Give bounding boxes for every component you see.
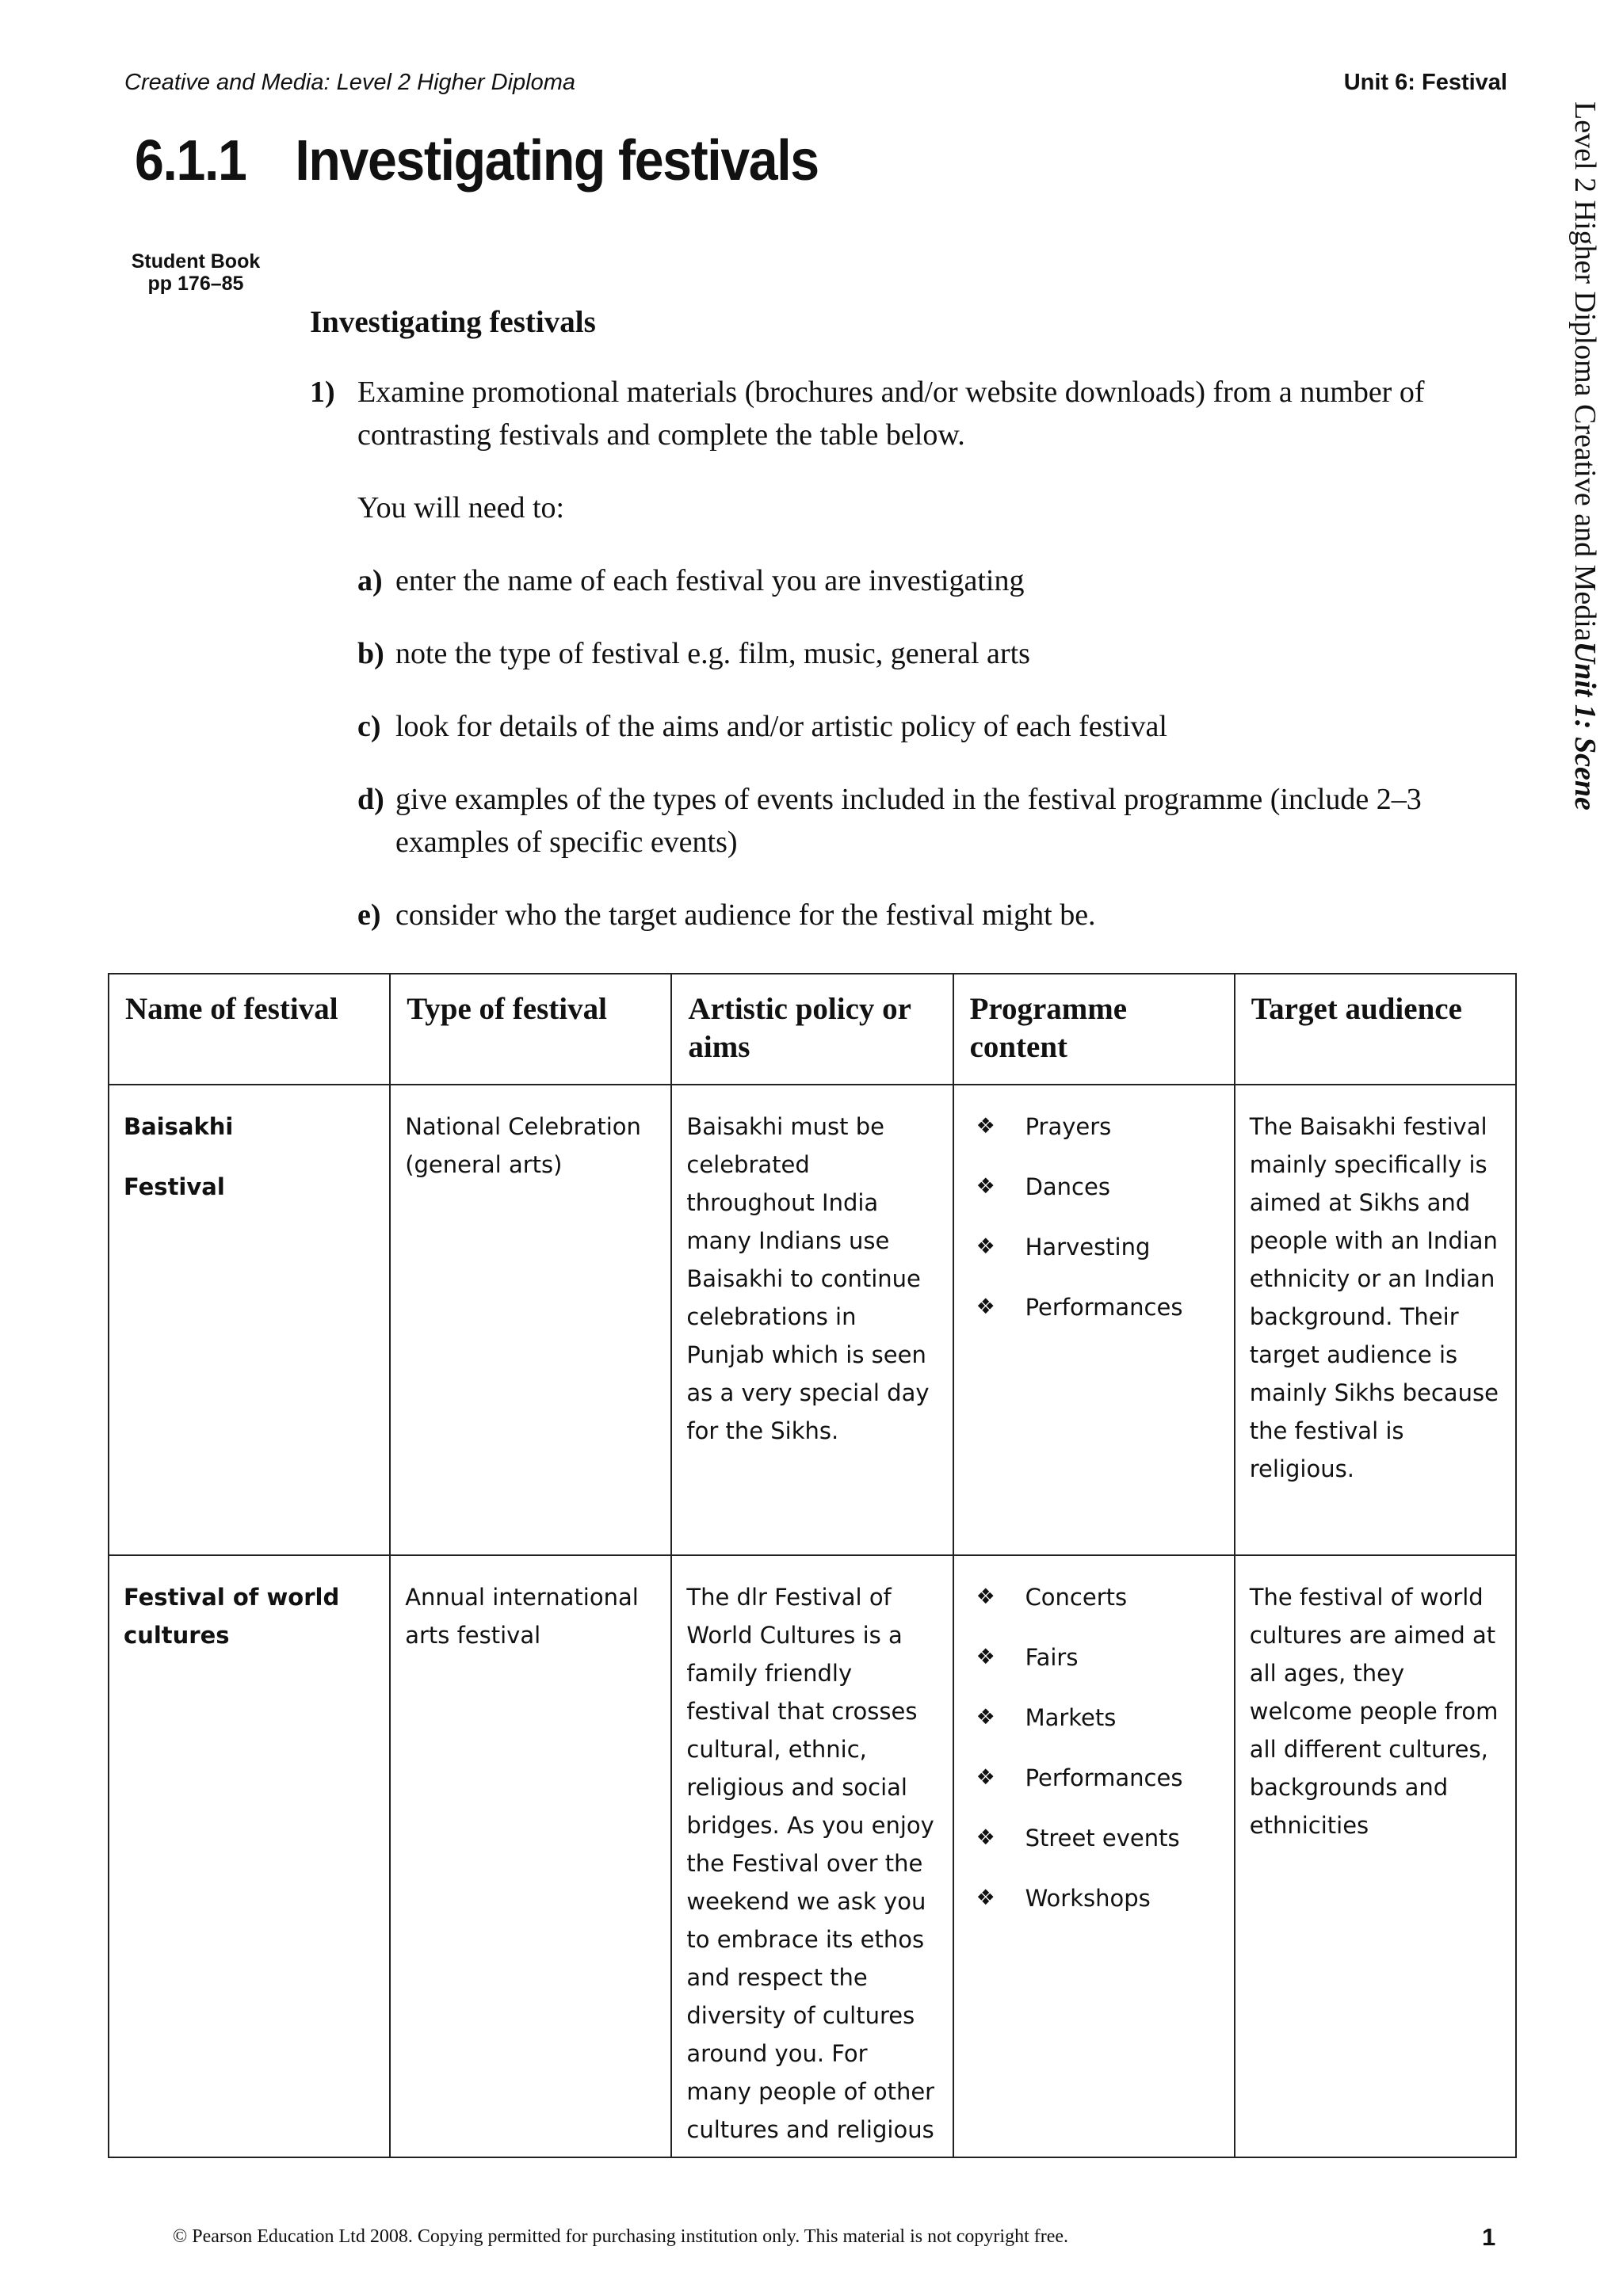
title-text: Investigating festivals	[295, 129, 819, 193]
diamond-bullet-icon: ❖	[976, 1585, 995, 1609]
diamond-bullet-icon: ❖	[976, 1645, 995, 1669]
programme-item-label: Harvesting	[1025, 1234, 1151, 1261]
instructions	[310, 301, 1507, 967]
festival-name-second-line: Festival	[124, 1173, 225, 1200]
programme-list	[968, 1578, 1220, 1917]
festival-name-cell	[109, 1085, 390, 1555]
column-header-type: Type of festival	[390, 974, 671, 1085]
table-row	[109, 1085, 1516, 1555]
programme-item	[976, 1819, 1220, 1857]
task-item	[357, 894, 1507, 936]
artistic-policy-cell: The dlr Festival of World Cultures is a family friendly festival that crosses cultural, ethnic, religious and social bridges. As you enjoy the Festival over the weekend we ask you to embrace its ethos and respect the diversity of cultures around you. For many people of other cultures and religious	[671, 1555, 953, 2157]
programme-item-label: Dances	[1025, 1173, 1110, 1200]
programme-item	[976, 1168, 1220, 1206]
diamond-bullet-icon: ❖	[976, 1174, 995, 1199]
task-text: look for details of the aims and/or artistic policy of each festival	[395, 710, 1167, 743]
programme-item-label: Performances	[1025, 1294, 1183, 1321]
column-header-policy: Artistic policy or aims	[671, 974, 953, 1085]
student-book-label: Student Book	[131, 250, 261, 273]
vertical-banner-text: Level 2 Higher Diploma Creative and Media	[1568, 101, 1602, 642]
programme-item	[976, 1759, 1220, 1797]
programme-cell	[953, 1555, 1235, 2157]
diamond-bullet-icon: ❖	[976, 1705, 995, 1730]
need-intro: You will need to:	[357, 491, 565, 524]
programme-item-label: Workshops	[1025, 1885, 1151, 1912]
festival-name-cell	[109, 1555, 390, 2157]
target-audience-cell: The festival of world cultures are aimed at all ages, they welcome people from all different cultures, backgrounds and ethnicities	[1235, 1555, 1516, 2157]
programme-item-label: Street events	[1025, 1825, 1180, 1852]
programme-item	[976, 1288, 1220, 1326]
programme-item	[976, 1108, 1220, 1146]
programme-item-label: Prayers	[1025, 1113, 1112, 1140]
task-item	[357, 778, 1507, 864]
task-list	[357, 559, 1507, 936]
programme-item	[976, 1699, 1220, 1737]
column-header-name: Name of festival	[109, 974, 390, 1085]
table-header-row	[109, 974, 1516, 1085]
task-text: give examples of the types of events included in the festival programme (include 2–3 examples of specific events)	[395, 783, 1422, 859]
programme-item	[976, 1578, 1220, 1616]
running-header-left: Creative and Media: Level 2 Higher Diploma	[124, 70, 576, 95]
programme-item	[976, 1228, 1220, 1266]
festival-type-cell: National Celebration (general arts)	[390, 1085, 671, 1555]
festival-name: Festival of world cultures	[124, 1584, 340, 1649]
column-header-programme: Programme content	[953, 974, 1235, 1085]
diamond-bullet-icon: ❖	[976, 1295, 995, 1319]
page-number: 1	[1482, 2223, 1496, 2251]
artistic-policy-cell: Baisakhi must be celebrated throughout India many Indians use Baisakhi to continue celebrations in Punjab which is seen as a very special day for the Sikhs.	[671, 1085, 953, 1555]
diamond-bullet-icon: ❖	[976, 1886, 995, 1910]
task-text: consider who the target audience for the festival might be.	[395, 898, 1096, 932]
task-text: note the type of festival e.g. film, music, general arts	[395, 637, 1030, 670]
vertical-banner-unit: Unit 1: Scene	[1568, 641, 1602, 810]
section-heading: Investigating festivals	[310, 305, 596, 339]
question	[310, 371, 1507, 456]
programme-cell	[953, 1085, 1235, 1555]
student-book-reference	[120, 250, 271, 295]
task-letter: c)	[357, 710, 381, 743]
task-text: enter the name of each festival you are investigating	[395, 564, 1025, 597]
table-row	[109, 1555, 1516, 2157]
diamond-bullet-icon: ❖	[976, 1825, 995, 1850]
task-item	[357, 632, 1507, 675]
running-header-right: Unit 6: Festival	[1343, 70, 1507, 95]
column-header-audience: Target audience	[1235, 974, 1516, 1085]
task-letter: b)	[357, 637, 384, 670]
programme-item-label: Performances	[1025, 1764, 1183, 1791]
festival-name: Baisakhi	[124, 1113, 234, 1140]
programme-item-label: Fairs	[1025, 1644, 1079, 1671]
task-letter: a)	[357, 564, 383, 597]
task-item	[357, 559, 1507, 602]
diamond-bullet-icon: ❖	[976, 1234, 995, 1259]
programme-item-label: Markets	[1025, 1704, 1117, 1731]
target-audience-cell: The Baisakhi festival mainly specifically is aimed at Sikhs and people with an Indian ethnicity or an Indian background. Their target audience is mainly Sikhs because the festival is religious.	[1235, 1085, 1516, 1555]
programme-item-label: Concerts	[1025, 1584, 1128, 1611]
page-title	[135, 128, 819, 193]
festival-table	[108, 973, 1517, 2158]
diamond-bullet-icon: ❖	[976, 1765, 995, 1790]
section-number: 6.1.1	[135, 129, 246, 193]
programme-list	[968, 1108, 1220, 1326]
vertical-banner	[1569, 101, 1601, 810]
programme-item	[976, 1638, 1220, 1676]
question-text: Examine promotional materials (brochures and/or website downloads) from a number of contrasting festivals and complete the table below.	[357, 376, 1425, 452]
task-letter: e)	[357, 898, 381, 932]
copyright-notice: © Pearson Education Ltd 2008. Copying permitted for purchasing institution only. This material is not copyright free.	[173, 2226, 1069, 2247]
task-item	[357, 705, 1507, 748]
programme-item	[976, 1879, 1220, 1917]
festival-type-cell: Annual international arts festival	[390, 1555, 671, 2157]
diamond-bullet-icon: ❖	[976, 1114, 995, 1138]
task-letter: d)	[357, 783, 384, 816]
student-book-pages: pp 176–85	[147, 273, 244, 295]
question-number: 1)	[310, 376, 335, 409]
